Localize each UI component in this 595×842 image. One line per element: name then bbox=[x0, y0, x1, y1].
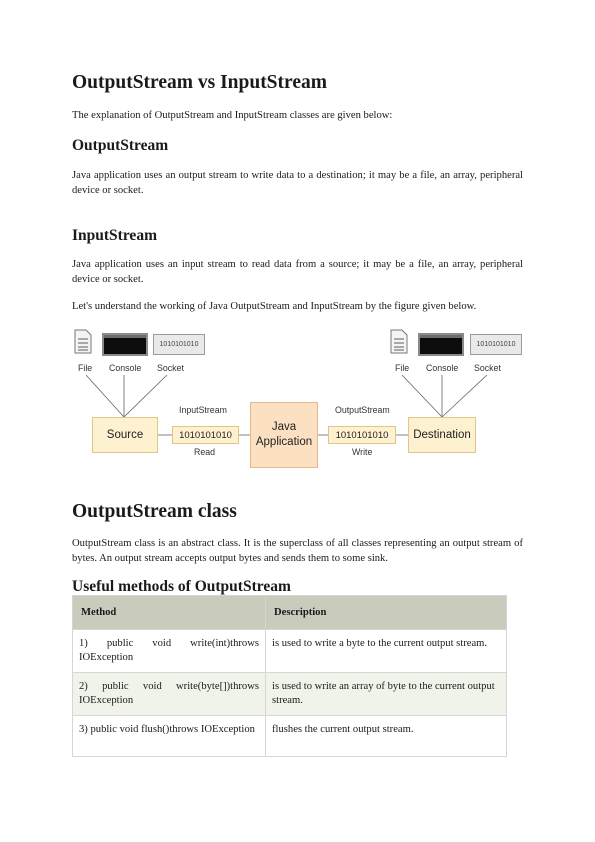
table-header-row bbox=[73, 596, 507, 630]
heading-outputstream: OutputStream bbox=[72, 137, 169, 154]
stream-figure bbox=[72, 325, 523, 475]
column-header-method: Method bbox=[73, 596, 266, 630]
outputstream-text: Java application uses an output stream to write data to a destination; it may be a file, an array, peripheral device or socket. bbox=[72, 170, 523, 196]
label-socket-right: Socket bbox=[474, 363, 501, 373]
java-application-box: Java Application bbox=[250, 402, 318, 468]
table-row bbox=[73, 673, 507, 716]
label-socket-left: Socket bbox=[157, 363, 184, 373]
socket-bits-card: 1010101010 bbox=[470, 334, 522, 355]
page-title: OutputStream vs InputStream bbox=[72, 72, 327, 93]
label-file-left: File bbox=[78, 363, 93, 373]
file-icon bbox=[390, 329, 408, 354]
figure-intro-text: Let's understand the working of Java OutputStream and InputStream by the figure given below. bbox=[72, 301, 477, 312]
heading-inputstream: InputStream bbox=[72, 227, 157, 244]
description-cell: flushes the current output stream. bbox=[266, 716, 507, 757]
description-cell: is used to write a byte to the current output stream. bbox=[266, 630, 507, 673]
method-cell: 2) public void write(byte[])throws IOException bbox=[73, 673, 266, 716]
destination-box: Destination bbox=[408, 417, 476, 453]
source-box: Source bbox=[92, 417, 158, 453]
outputstream-class-text: OutputStream class is an abstract class. It is the superclass of all classes representing an output stream of bytes. An output stream accepts output bytes and sends them to some sink. bbox=[72, 538, 523, 564]
connector-line bbox=[86, 375, 124, 417]
label-console-right: Console bbox=[426, 363, 459, 373]
table-row bbox=[73, 630, 507, 673]
intro-text: The explanation of OutputStream and InputStream classes are given below: bbox=[72, 110, 393, 121]
connector-line bbox=[124, 375, 167, 417]
console-icon bbox=[418, 333, 464, 356]
connector-line bbox=[402, 375, 442, 417]
label-inputstream: InputStream bbox=[179, 405, 227, 415]
input-bits-box: 1010101010 bbox=[172, 426, 239, 444]
table-row bbox=[73, 716, 507, 757]
label-file-right: File bbox=[395, 363, 410, 373]
label-console-left: Console bbox=[109, 363, 142, 373]
method-cell: 1) public void write(int)throws IOException bbox=[73, 630, 266, 673]
file-icon bbox=[74, 329, 92, 354]
heading-outputstream-class: OutputStream class bbox=[72, 501, 237, 522]
heading-useful-methods: Useful methods of OutputStream bbox=[72, 578, 291, 595]
connector-line bbox=[442, 375, 487, 417]
label-write: Write bbox=[352, 447, 373, 457]
output-bits-box: 1010101010 bbox=[328, 426, 396, 444]
column-header-description: Description bbox=[266, 596, 507, 630]
label-outputstream: OutputStream bbox=[335, 405, 390, 415]
label-read: Read bbox=[194, 447, 216, 457]
inputstream-text: Java application uses an input stream to read data from a source; it may be a file, an array, peripheral device or socket. bbox=[72, 259, 523, 285]
socket-bits-card: 1010101010 bbox=[153, 334, 205, 355]
console-icon bbox=[102, 333, 148, 356]
method-cell: 3) public void flush()throws IOException bbox=[73, 716, 266, 757]
description-cell: is used to write an array of byte to the current output stream. bbox=[266, 673, 507, 716]
methods-table bbox=[72, 595, 507, 757]
